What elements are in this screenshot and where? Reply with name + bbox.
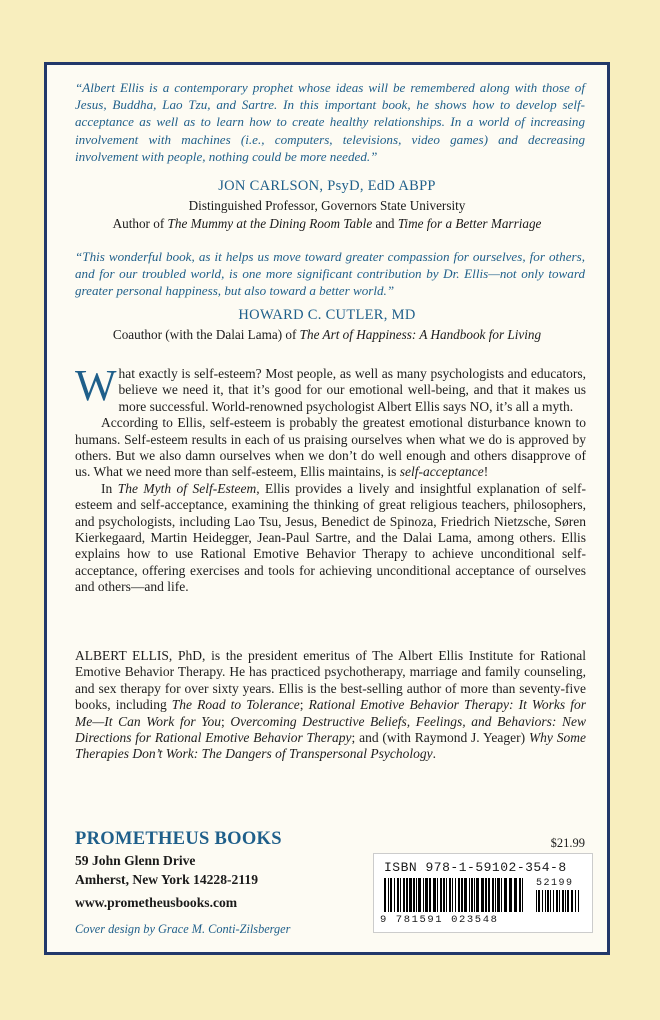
barcode-digits: 9 781591 023548 [380, 914, 499, 926]
cover-design-credit: Cover design by Grace M. Conti-Zilsberger [75, 922, 291, 936]
endorsement-quote-cutler: “This wonderful book, as it helps us move toward greater compassion for ourselves, for others, and for our troubled world, is one more significant contribution by Dr. Ellis—not only toward greater personal happiness, but also toward a better world.” [75, 249, 585, 299]
barcode-bar [409, 878, 412, 912]
endorser-name-cutler: HOWARD C. CUTLER, MD [238, 307, 416, 323]
barcode-bar [461, 878, 463, 912]
barcode-bar [416, 878, 417, 912]
barcode-addon-bar [536, 890, 537, 912]
barcode-bar [455, 878, 456, 912]
barcode-addon-bar [575, 890, 576, 912]
barcode-bar [519, 878, 521, 912]
publisher-url[interactable]: www.prometheusbooks.com [75, 895, 238, 910]
barcode-bar [403, 878, 405, 912]
barcode-bar [497, 878, 500, 912]
endorser-books-carlson: Author of The Mummy at the Dining Room Table and Time for a Better Marriage [112, 216, 542, 231]
barcode-bar [425, 878, 428, 912]
barcode-bar [433, 878, 436, 912]
endorsement-quote-carlson: “Albert Ellis is a contemporary prophet whose ideas will be remembered along with those of Jesus, Buddha, Lao Tzu, and Sartre. In this important book, he shows how to develop self-acceptance as well as to learn how to create healthy relationships. In a world of increasing involvement with machines (i.e., computers, televisions, video games) and decreasing involvement with people, nothing could be more needed.” [75, 80, 585, 164]
barcode-bar [458, 878, 460, 912]
barcode-bar [384, 878, 386, 912]
barcode-addon-bar [545, 890, 546, 912]
barcode-bar [394, 878, 395, 912]
barcode-bar [400, 878, 401, 912]
cover-frame [44, 62, 610, 955]
barcode-addon-bar [550, 890, 551, 912]
isbn-barcode [373, 853, 593, 933]
barcode-bar [406, 878, 408, 912]
barcode-addon-bar [547, 890, 549, 912]
barcode-bar [492, 878, 494, 912]
barcode-bar [446, 878, 447, 912]
barcode-bar [449, 878, 451, 912]
barcode-addon-bar [553, 890, 554, 912]
book-description: What exactly is self-esteem? Most people, as well as many psychologists and educators, believe we need it, that it’s good for our emotional well-being, and that it makes us more successful. World-renowned psychologist Albert Ellis says NO, it’s all a myth. According to Ellis, self-esteem is probably the greatest emotional disturbance known to humans. Self-esteem results in each of us praising ourselves when what we do is approved by others. But we also damn ourselves when we don’t do well enough and others disapprove of us. What we need more than self-esteem, Ellis maintains, is self-acceptance! In The Myth of Self-Esteem, Ellis provides a lively and insightful explanation of self-esteem and self-acceptance, examining the thinking of great religious teachers, philosophers, and psychologists, including Lao Tsu, Jesus, Benedict de Spinoza, Friedrich Nietzsche, Søren Kierkegaard, Martin Heidegger, Jean-Paul Sartre, and the Dalai Lama, among others. Ellis explains how to use Rational Emotive Behavior Therapy to achieve unconditional self-acceptance, offering exercises and tools for achieving unconditional acceptance of ourselves and others—and life. [75, 361, 587, 595]
barcode-bar [476, 878, 479, 912]
barcode-addon-bar [562, 890, 564, 912]
publisher-name: PROMETHEUS BOOKS [75, 829, 282, 849]
barcode-bar [485, 878, 487, 912]
barcode-bar [474, 878, 475, 912]
barcode-addon-bar [538, 890, 540, 912]
endorser-title-cutler: Coauthor (with the Dalai Lama) of The Art of Happiness: A Handbook for Living [112, 327, 542, 342]
publisher-address-city: Amherst, New York 14228-2119 [75, 872, 258, 887]
barcode-addon-bar [578, 890, 579, 912]
endorser-title-carlson: Distinguished Professor, Governors State University [188, 198, 466, 213]
barcode-addon-bar [565, 890, 566, 912]
barcode-bar [418, 878, 421, 912]
barcode-bar [437, 878, 438, 912]
barcode-bar [522, 878, 523, 912]
barcode-bar [464, 878, 467, 912]
publisher-address-street: 59 John Glenn Drive [75, 853, 196, 868]
barcode-bar [504, 878, 507, 912]
barcode-bar [471, 878, 473, 912]
barcode-bar [514, 878, 517, 912]
barcode-addon-bar [556, 890, 558, 912]
barcode-bar [509, 878, 512, 912]
author-bio: ALBERT ELLIS, PhD, is the president emeritus of The Albert Ellis Institute for Rational Emotive Behavior Therapy. He has practiced psychotherapy, marriage and family counseling, and sex therapy for over sixty years. Ellis is the best-selling author of more than seventy-five books, including The Road to Tolerance; Rational Emotive Behavior Therapy: It Works for Me—It Can Work for You; Overcoming Destructive Beliefs, Feelings, and Behaviors: New Directions for Rational Emotive Behavior Therapy; and (with Raymond J. Yeager) Why Some Therapies Don’t Work: The Dangers of Transpersonal Psychology. [75, 648, 586, 762]
barcode-addon-bar [567, 890, 569, 912]
barcode-bar [413, 878, 415, 912]
barcode-addon-bar [559, 890, 560, 912]
barcode-bar [469, 878, 470, 912]
barcode-bar [495, 878, 496, 912]
price: $21.99 [550, 836, 585, 850]
barcode-bar [452, 878, 453, 912]
barcode-addon-digits: 52199 [536, 878, 574, 889]
barcode-bar [388, 878, 389, 912]
barcode-bar [390, 878, 392, 912]
barcode-bar [429, 878, 431, 912]
barcode-bar [501, 878, 502, 912]
isbn-number: ISBN 978-1-59102-354-8 [384, 860, 567, 875]
barcode-bar [397, 878, 399, 912]
barcode-bar [443, 878, 445, 912]
barcode-bar [440, 878, 442, 912]
endorser-name-carlson: JON CARLSON, PsyD, EdD ABPP [218, 178, 436, 194]
barcode-addon-bar [571, 890, 573, 912]
barcode-addon-bar [542, 890, 543, 912]
drop-cap: W [75, 361, 117, 410]
barcode-bar [423, 878, 424, 912]
barcode-bar [481, 878, 484, 912]
barcode-bar [488, 878, 490, 912]
